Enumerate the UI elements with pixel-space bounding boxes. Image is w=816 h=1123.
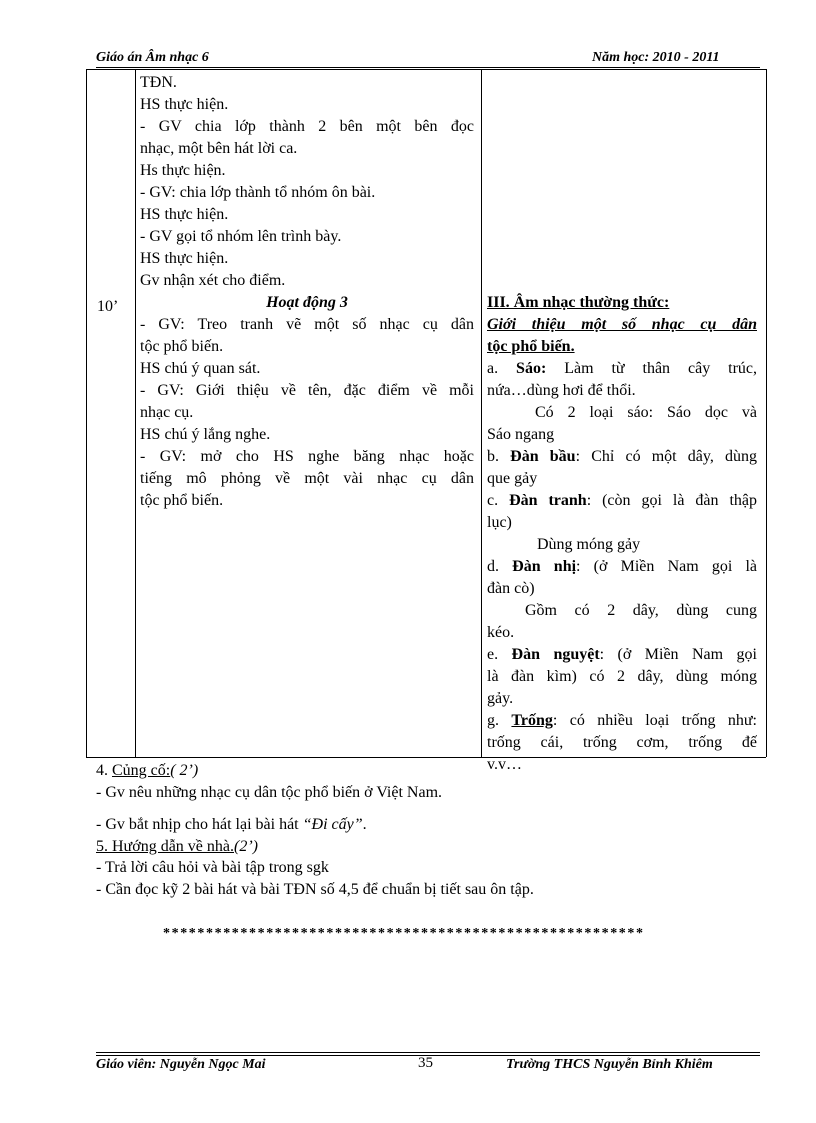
footer-right: Trường THCS Nguyễn Bỉnh Khiêm [506,1057,713,1072]
section-title: III. Âm nhạc thường thức: [487,294,670,311]
table-right-border [766,69,767,757]
section-4-line [96,814,776,836]
activity-line: HS chú ý quan sát. [140,360,261,377]
section-number: 4. [96,762,112,779]
instrument-name: Đàn tranh [509,492,587,509]
activity-line: HS thực hiện. [140,206,229,223]
activity-line: Gv nhận xét cho điểm. [140,272,286,289]
content-line: Sáo ngang [487,426,555,443]
activity-line: - GV: Giới thiệu về tên, đặc điểm về mỗi [140,382,474,399]
content-line: nứa…dùng hơi để thổi. [487,382,636,399]
separator-stars: ******************************************************** [163,926,645,941]
content-line: Dùng móng gảy [537,536,641,553]
section-subtitle: tộc phổ biến. [487,338,575,355]
table-top-border [86,69,766,70]
activity-line: tộc phổ biến. [140,338,224,355]
item-letter: g. [487,712,512,729]
line-text: - Gv bắt nhịp cho hát lại bài hát [96,816,303,833]
section-time: (2’) [234,838,258,855]
footer-left: Giáo viên: Nguyễn Ngọc Mai [96,1057,266,1072]
content-line: đàn cò) [487,580,535,597]
instrument-name: Đàn nguyệt [511,646,600,663]
activity-line: tiếng mô phỏng về một vài nhạc cụ dân [140,470,474,487]
instrument-desc: : có nhiều loại trống như: [552,712,757,729]
header-right: Năm học: 2010 - 2011 [592,50,720,65]
content-line: Có 2 loại sáo: Sáo dọc và [535,404,757,421]
content-line: gảy. [487,690,514,707]
section-4-line: - Gv nêu những nhạc cụ dân tộc phổ biến ở Việt Nam. [96,784,443,801]
instrument-desc: : (ở Miền Nam gọi là [576,558,757,575]
section-5-line: - Trả lời câu hỏi và bài tập trong sgk [96,859,329,876]
instrument-dan-bau [487,446,757,468]
activity-line: - GV: mở cho HS nghe băng nhạc hoặc [140,448,474,465]
footer-rule-1 [96,1052,760,1053]
content-line: trống cái, trống cơm, trống đế [487,734,757,751]
line-text: . [362,816,367,833]
instrument-name: Trống [511,712,553,729]
table-col-divider-2 [481,69,482,757]
instrument-name: Sáo: [516,360,547,377]
activity-column [140,72,474,512]
content-line: v.v… [487,756,522,773]
activity-line: - GV: chia lớp thành tổ nhóm ôn bài. [140,184,376,201]
instrument-desc: : Chỉ có một dây, dùng [575,448,757,465]
table-left-border [86,69,87,757]
item-letter: b. [487,448,511,465]
instrument-name: Đàn nhị [512,558,577,575]
item-letter: d. [487,558,513,575]
time-cell: 10’ [97,298,119,315]
header-left: Giáo án Âm nhạc 6 [96,50,209,65]
activity-line: HS chú ý lắng nghe. [140,426,271,443]
item-letter: c. [487,492,510,509]
section-4-heading [96,760,776,782]
section-time: ( 2’) [170,762,199,779]
content-line: kéo. [487,624,515,641]
section-5-heading [96,836,776,858]
content-line: que gảy [487,470,538,487]
activity-heading: Hoạt động 3 [266,294,348,311]
activity-line: - GV chia lớp thành 2 bên một bên đọc [140,118,474,135]
instrument-dan-nhi [487,556,757,578]
page-number: 35 [418,1055,433,1071]
instrument-sao [487,358,757,380]
header-rule [96,67,760,68]
item-letter: e. [487,646,512,663]
instrument-desc: : (còn gọi là đàn thập [586,492,757,509]
activity-line: nhạc, một bên hát lời ca. [140,140,298,157]
section-5-line: - Cần đọc kỹ 2 bài hát và bài TĐN số 4,5 để chuẩn bị tiết sau ôn tập. [96,881,534,898]
instrument-dan-nguyet [487,644,757,666]
item-letter: a. [487,360,517,377]
instrument-dan-tranh [487,490,757,512]
activity-line: nhạc cụ. [140,404,194,421]
content-column [487,292,757,776]
activity-line: Hs thực hiện. [140,162,226,179]
activity-line: - GV: Treo tranh vẽ một số nhạc cụ dân [140,316,474,333]
content-line: lục) [487,514,512,531]
section-title: 5. Hướng dẫn về nhà. [96,838,234,855]
instrument-desc: Làm từ thân cây trúc, [546,360,757,377]
instrument-name: Đàn bầu [510,448,576,465]
section-title: Củng cố: [112,762,171,779]
content-line: Gồm có 2 dây, dùng cung [525,602,757,619]
table-col-divider-1 [135,69,136,757]
content-line: là đàn kìm) có 2 dây, dùng móng [487,668,757,685]
instrument-trong [487,710,757,732]
activity-line: HS thực hiện. [140,96,229,113]
section-subtitle: Giới thiệu một số nhạc cụ dân [487,316,757,333]
song-title: “Đi cấy” [302,816,363,833]
activity-line: - GV gọi tổ nhóm lên trình bày. [140,228,342,245]
instrument-desc: : (ở Miền Nam gọi [599,646,757,663]
activity-line: TĐN. [140,74,177,91]
activity-line: HS thực hiện. [140,250,229,267]
activity-line: tộc phổ biến. [140,492,224,509]
